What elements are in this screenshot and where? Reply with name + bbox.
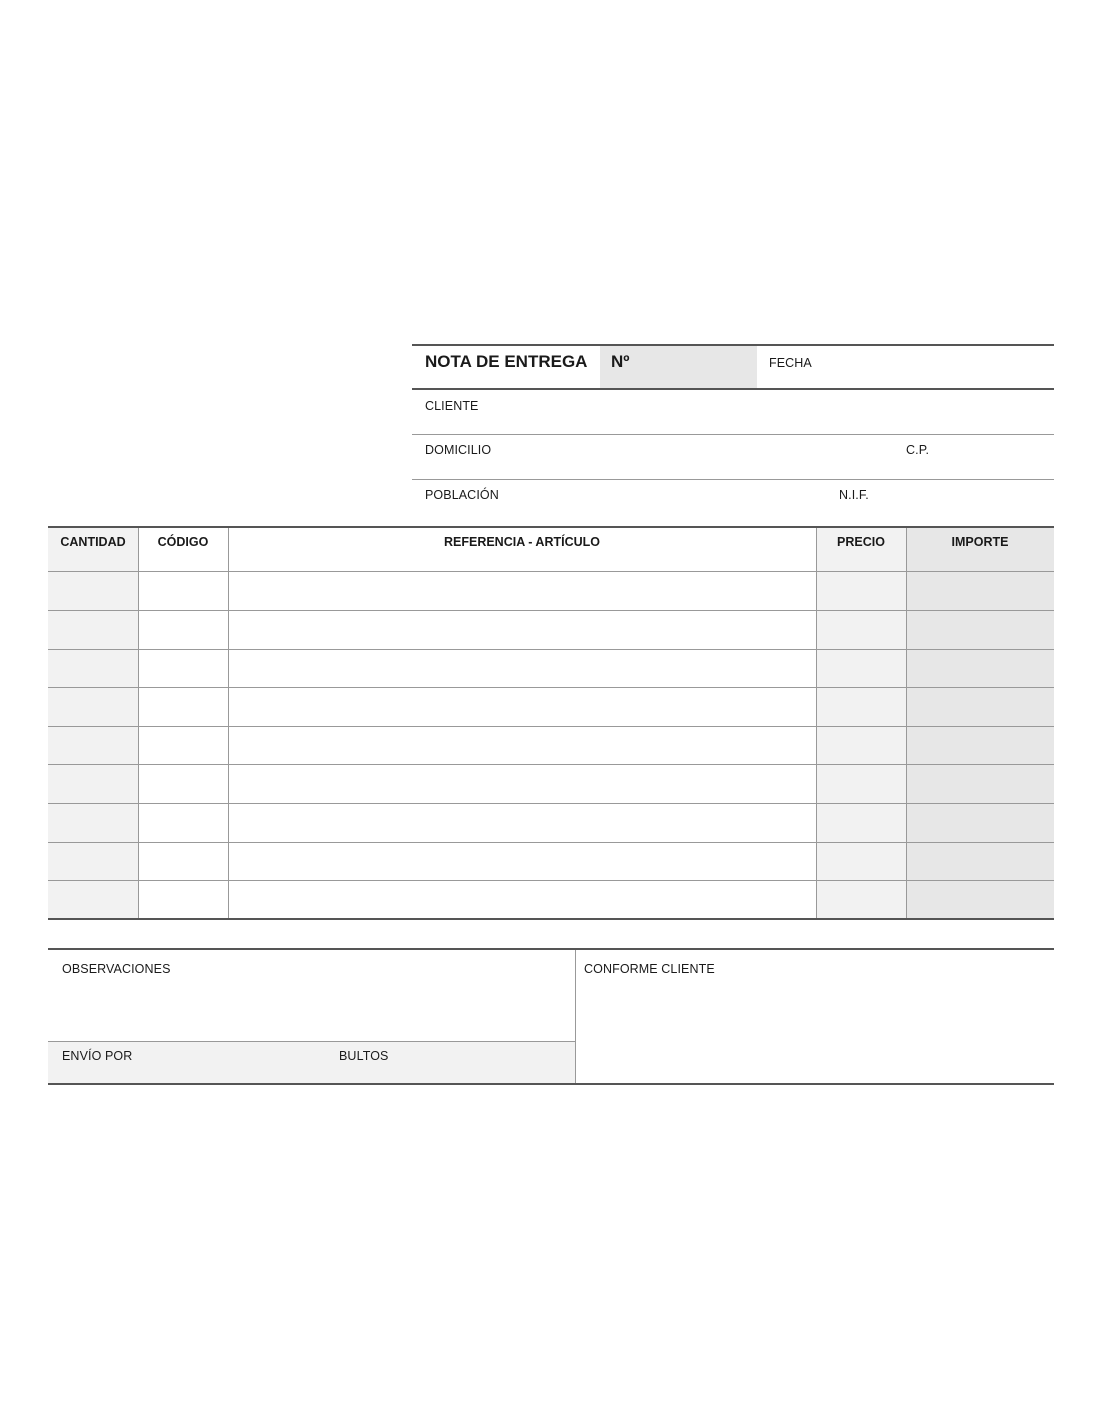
amount-column <box>906 526 1054 919</box>
tax-id-label: N.I.F. <box>839 488 869 502</box>
delivery-note-header <box>412 344 1054 526</box>
column-header-price: PRECIO <box>837 535 885 549</box>
price-column <box>816 526 906 919</box>
row-divider <box>48 610 1054 611</box>
column-header-quantity: CANTIDAD <box>60 535 126 549</box>
column-header-amount: IMPORTE <box>951 535 1009 549</box>
column-separator <box>228 528 229 919</box>
column-separator <box>906 528 907 919</box>
footer-top-rule <box>48 948 1054 950</box>
row-divider <box>48 764 1054 765</box>
address-label: DOMICILIO <box>425 443 492 457</box>
footer-bottom-rule <box>48 1083 1054 1085</box>
observations-label: OBSERVACIONES <box>62 962 171 976</box>
table-bottom-rule <box>48 918 1054 920</box>
packages-label: BULTOS <box>339 1049 389 1063</box>
row-divider <box>48 649 1054 650</box>
date-label: FECHA <box>769 356 812 370</box>
number-label: Nº <box>611 352 630 371</box>
row-divider <box>48 687 1054 688</box>
client-row-divider <box>412 434 1054 435</box>
items-table <box>48 526 1054 921</box>
row-divider <box>48 880 1054 881</box>
row-divider <box>48 842 1054 843</box>
postal-code-label: C.P. <box>906 443 930 457</box>
client-label: CLIENTE <box>425 399 479 413</box>
address-row-divider <box>412 479 1054 480</box>
header-row-divider <box>48 571 1054 572</box>
footer-column-separator <box>575 950 576 1084</box>
footer-section <box>48 948 1054 1086</box>
column-separator <box>816 528 817 919</box>
column-header-reference: REFERENCIA - ARTÍCULO <box>443 535 600 549</box>
document-title: NOTA DE ENTREGA <box>425 352 588 371</box>
column-header-code: CÓDIGO <box>157 535 209 549</box>
row-divider <box>48 803 1054 804</box>
column-separator <box>138 528 139 919</box>
shipping-label: ENVÍO POR <box>62 1049 133 1063</box>
quantity-column <box>48 526 138 919</box>
header-title-rule <box>412 388 1054 390</box>
client-approval-label: CONFORME CLIENTE <box>584 962 715 976</box>
town-label: POBLACIÓN <box>425 488 499 502</box>
row-divider <box>48 726 1054 727</box>
